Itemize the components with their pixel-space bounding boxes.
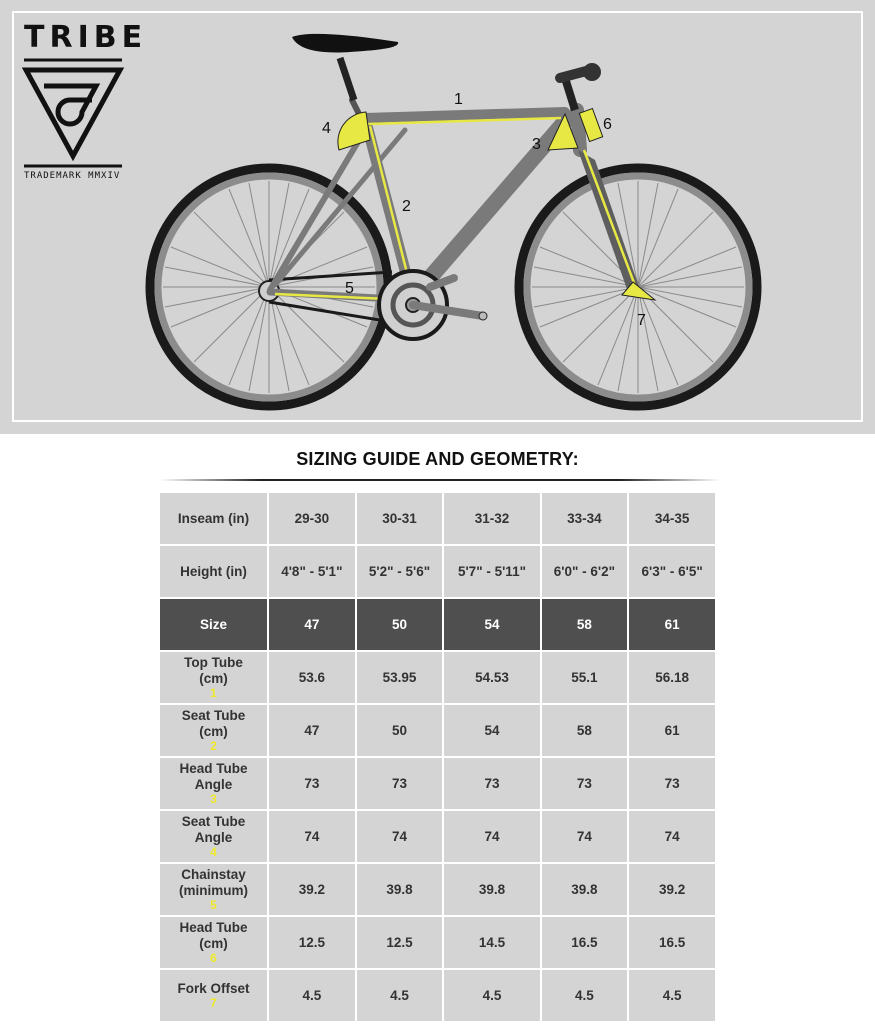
table-cell: 55.1 bbox=[542, 652, 628, 703]
marker-2: 2 bbox=[402, 198, 411, 215]
row-label bbox=[160, 493, 267, 544]
table-cell: 30-31 bbox=[357, 493, 443, 544]
table-cell: 73 bbox=[357, 758, 443, 809]
table-cell: 39.8 bbox=[444, 864, 539, 915]
row-label-text: Chainstay (minimum) bbox=[179, 867, 248, 898]
row-label-text: Seat Tube Angle bbox=[181, 814, 246, 845]
bike-illustration bbox=[0, 0, 875, 434]
table-cell: 33-34 bbox=[542, 493, 628, 544]
table-cell: 54 bbox=[444, 705, 539, 756]
row-label bbox=[160, 811, 267, 862]
table-cell: 74 bbox=[269, 811, 355, 862]
table-cell: 4.5 bbox=[629, 970, 715, 1021]
marker-1: 1 bbox=[454, 91, 463, 108]
table-cell: 74 bbox=[357, 811, 443, 862]
row-label-text: Head Tube Angle bbox=[179, 761, 248, 792]
row-label-text: Inseam (in) bbox=[177, 510, 250, 526]
row-index-marker: 6 bbox=[210, 951, 217, 965]
row-label-text: Height (in) bbox=[180, 563, 247, 579]
row-index-marker: 7 bbox=[210, 996, 217, 1010]
row-label bbox=[160, 970, 267, 1021]
table-row bbox=[160, 705, 715, 756]
handlebar-icon bbox=[560, 63, 601, 110]
table-cell: 61 bbox=[629, 599, 715, 650]
table-cell: 61 bbox=[629, 705, 715, 756]
table-cell: 29-30 bbox=[269, 493, 355, 544]
table-cell: 47 bbox=[269, 705, 355, 756]
table-cell: 34-35 bbox=[629, 493, 715, 544]
table-cell: 74 bbox=[629, 811, 715, 862]
table-cell: 73 bbox=[629, 758, 715, 809]
table-cell: 16.5 bbox=[542, 917, 628, 968]
marker-3: 3 bbox=[532, 136, 541, 153]
row-index-marker: 4 bbox=[210, 845, 217, 859]
table-cell: 5'2" - 5'6" bbox=[357, 546, 443, 597]
table-cell: 39.8 bbox=[542, 864, 628, 915]
row-label bbox=[160, 599, 267, 650]
table-cell: 73 bbox=[269, 758, 355, 809]
table-cell: 53.6 bbox=[269, 652, 355, 703]
table-cell: 50 bbox=[357, 599, 443, 650]
table-cell: 58 bbox=[542, 705, 628, 756]
row-label-text: Fork Offset bbox=[177, 981, 250, 996]
row-index-marker: 1 bbox=[210, 686, 217, 700]
marker-5: 5 bbox=[345, 280, 354, 297]
geometry-table bbox=[158, 491, 717, 1023]
row-index-marker: 5 bbox=[210, 898, 217, 912]
row-label bbox=[160, 546, 267, 597]
table-cell: 6'3" - 6'5" bbox=[629, 546, 715, 597]
table-cell: 31-32 bbox=[444, 493, 539, 544]
row-index-marker: 3 bbox=[210, 792, 217, 806]
row-label bbox=[160, 917, 267, 968]
table-cell: 14.5 bbox=[444, 917, 539, 968]
table-row bbox=[160, 758, 715, 809]
table-row bbox=[160, 917, 715, 968]
table-cell: 5'7" - 5'11" bbox=[444, 546, 539, 597]
row-label-text: Seat Tube (cm) bbox=[181, 708, 246, 739]
row-label bbox=[160, 652, 267, 703]
table-cell: 47 bbox=[269, 599, 355, 650]
row-label bbox=[160, 758, 267, 809]
table-cell: 6'0" - 6'2" bbox=[542, 546, 628, 597]
crankset-icon bbox=[379, 271, 487, 339]
table-row bbox=[160, 599, 715, 650]
table-cell: 56.18 bbox=[629, 652, 715, 703]
table-row bbox=[160, 546, 715, 597]
table-cell: 4.5 bbox=[444, 970, 539, 1021]
table-cell: 73 bbox=[542, 758, 628, 809]
brand-trademark: TRADEMARK MMXIV bbox=[24, 171, 121, 181]
table-cell: 12.5 bbox=[357, 917, 443, 968]
table-cell: 4'8" - 5'1" bbox=[269, 546, 355, 597]
table-cell: 50 bbox=[357, 705, 443, 756]
table-cell: 74 bbox=[542, 811, 628, 862]
table-cell: 16.5 bbox=[629, 917, 715, 968]
table-cell: 4.5 bbox=[357, 970, 443, 1021]
row-label-text: Head Tube (cm) bbox=[179, 920, 248, 951]
row-label-text: Top Tube (cm) bbox=[184, 655, 243, 686]
table-cell: 4.5 bbox=[269, 970, 355, 1021]
brand-name: TRIBE bbox=[24, 20, 148, 55]
bike-diagram-panel bbox=[0, 0, 875, 434]
table-cell: 4.5 bbox=[542, 970, 628, 1021]
table-cell: 58 bbox=[542, 599, 628, 650]
marker-6: 6 bbox=[603, 116, 612, 133]
table-cell: 54 bbox=[444, 599, 539, 650]
table-row bbox=[160, 970, 715, 1021]
table-row bbox=[160, 811, 715, 862]
marker-7: 7 bbox=[637, 312, 646, 329]
row-label bbox=[160, 864, 267, 915]
row-label bbox=[160, 705, 267, 756]
table-row bbox=[160, 864, 715, 915]
page-title: SIZING GUIDE AND GEOMETRY: bbox=[296, 449, 579, 469]
table-row bbox=[160, 652, 715, 703]
table-cell: 39.8 bbox=[357, 864, 443, 915]
table-cell: 74 bbox=[444, 811, 539, 862]
row-index-marker: 2 bbox=[210, 739, 217, 753]
table-cell: 39.2 bbox=[629, 864, 715, 915]
table-cell: 53.95 bbox=[357, 652, 443, 703]
table-cell: 54.53 bbox=[444, 652, 539, 703]
title-divider bbox=[160, 479, 720, 481]
table-cell: 39.2 bbox=[269, 864, 355, 915]
table-cell: 73 bbox=[444, 758, 539, 809]
marker-4: 4 bbox=[322, 120, 331, 137]
saddle-icon bbox=[292, 34, 398, 100]
row-label-text: Size bbox=[199, 616, 227, 632]
table-cell: 12.5 bbox=[269, 917, 355, 968]
table-row bbox=[160, 493, 715, 544]
